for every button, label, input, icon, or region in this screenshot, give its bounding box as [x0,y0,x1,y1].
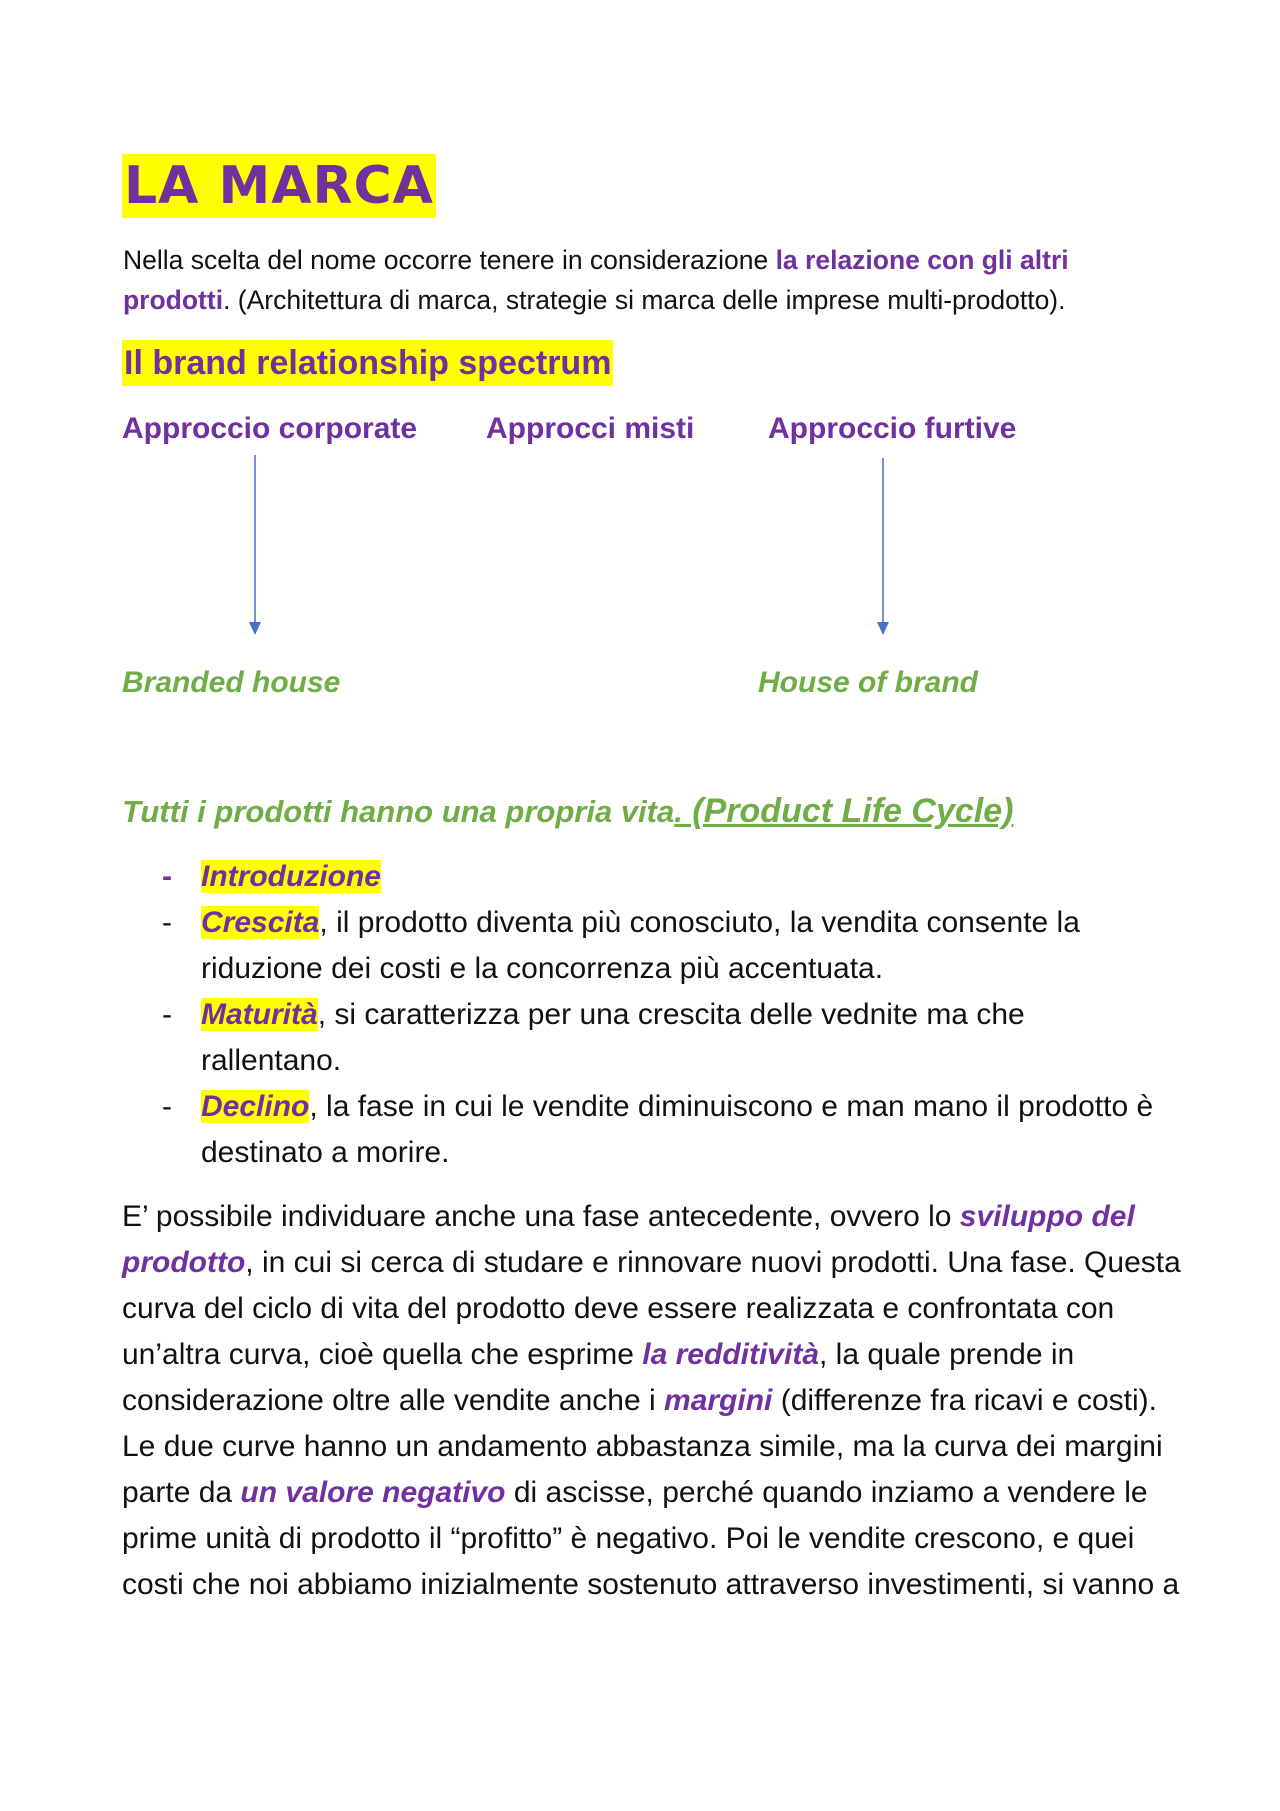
plc-text: Tutti i prodotti hanno una propria vita [122,794,675,829]
list-dash: - [162,998,172,1031]
section-heading: Il brand relationship spectrum [122,340,613,386]
list-dash: - [162,906,172,939]
approach-furtive: Approccio furtive [768,412,1017,445]
phase-list [122,854,1172,1176]
phase-desc: , il prodotto diventa più conosciuto, la vendita consente la riduzione dei costi e la concorrenza più accentuata. [201,906,1080,985]
approach-mixed: Approcci misti [486,412,695,445]
paragraph-highlight: un valore negativo [240,1476,506,1509]
approach-corporate: Approccio corporate [122,412,418,445]
intro-highlight: la relazione con gli altri prodotti [123,245,1069,315]
result-house-of-brand: House of brand [758,666,979,699]
paragraph-text: , la quale prende in considerazione oltre alle vendite anche i [122,1338,1075,1417]
paragraph-text: (differenze fra ricavi e costi). Le due curve hanno un andamento abbastanza simile, ma la curva dei margini parte da [122,1384,1163,1509]
body-paragraph [122,1194,1182,1608]
list-item [122,992,1172,1084]
phase-name: Introduzione [201,860,381,893]
list-item [122,854,1172,900]
arrow-furtive [877,458,889,635]
list-item [122,1084,1172,1176]
plc-heading [122,788,1013,835]
phase-name: Maturità [201,998,318,1031]
intro-text-after: . (Architettura di marca, strategie si marca delle imprese multi-prodotto). [223,285,1066,315]
paragraph-highlight: margini [664,1384,773,1417]
list-dash: - [162,860,172,893]
list-dash: - [162,1090,172,1123]
intro-text-before: Nella scelta del nome occorre tenere in considerazione [123,245,776,275]
phase-desc: , la fase in cui le vendite diminuiscono e man mano il prodotto è destinato a morire. [201,1090,1154,1169]
plc-dot: . [674,794,683,829]
page-title: LA MARCA [124,156,434,216]
phase-name: Crescita [201,906,320,939]
result-branded-house: Branded house [122,666,341,699]
paragraph-highlight: sviluppo del prodotto [122,1200,1135,1279]
list-item [122,900,1172,992]
paragraph-text: , in cui si cerca di studare e rinnovare nuovi prodotti. Una fase. Questa curva del ciclo di vita del prodotto deve essere realizzata e confrontata con un’altra curva, cioè quella che esprime [122,1246,1181,1371]
paragraph-text: E’ possibile individuare anche una fase antecedente, ovvero lo [122,1200,960,1233]
plc-paren: (Product Life Cycle) [682,792,1014,830]
phase-desc: , si caratterizza per una crescita delle vednite ma che rallentano. [201,998,1025,1077]
arrow-corporate [249,455,261,635]
phase-name: Declino [201,1090,310,1123]
paragraph-text: di ascisse, perché quando inziamo a vendere le prime unità di prodotto il “profitto” è negativo. Poi le vendite crescono, e quei costi che noi abbiamo inizialmente sostenuto attraverso investimenti, si vanno a [122,1476,1180,1601]
paragraph-highlight: la redditività [642,1338,819,1371]
